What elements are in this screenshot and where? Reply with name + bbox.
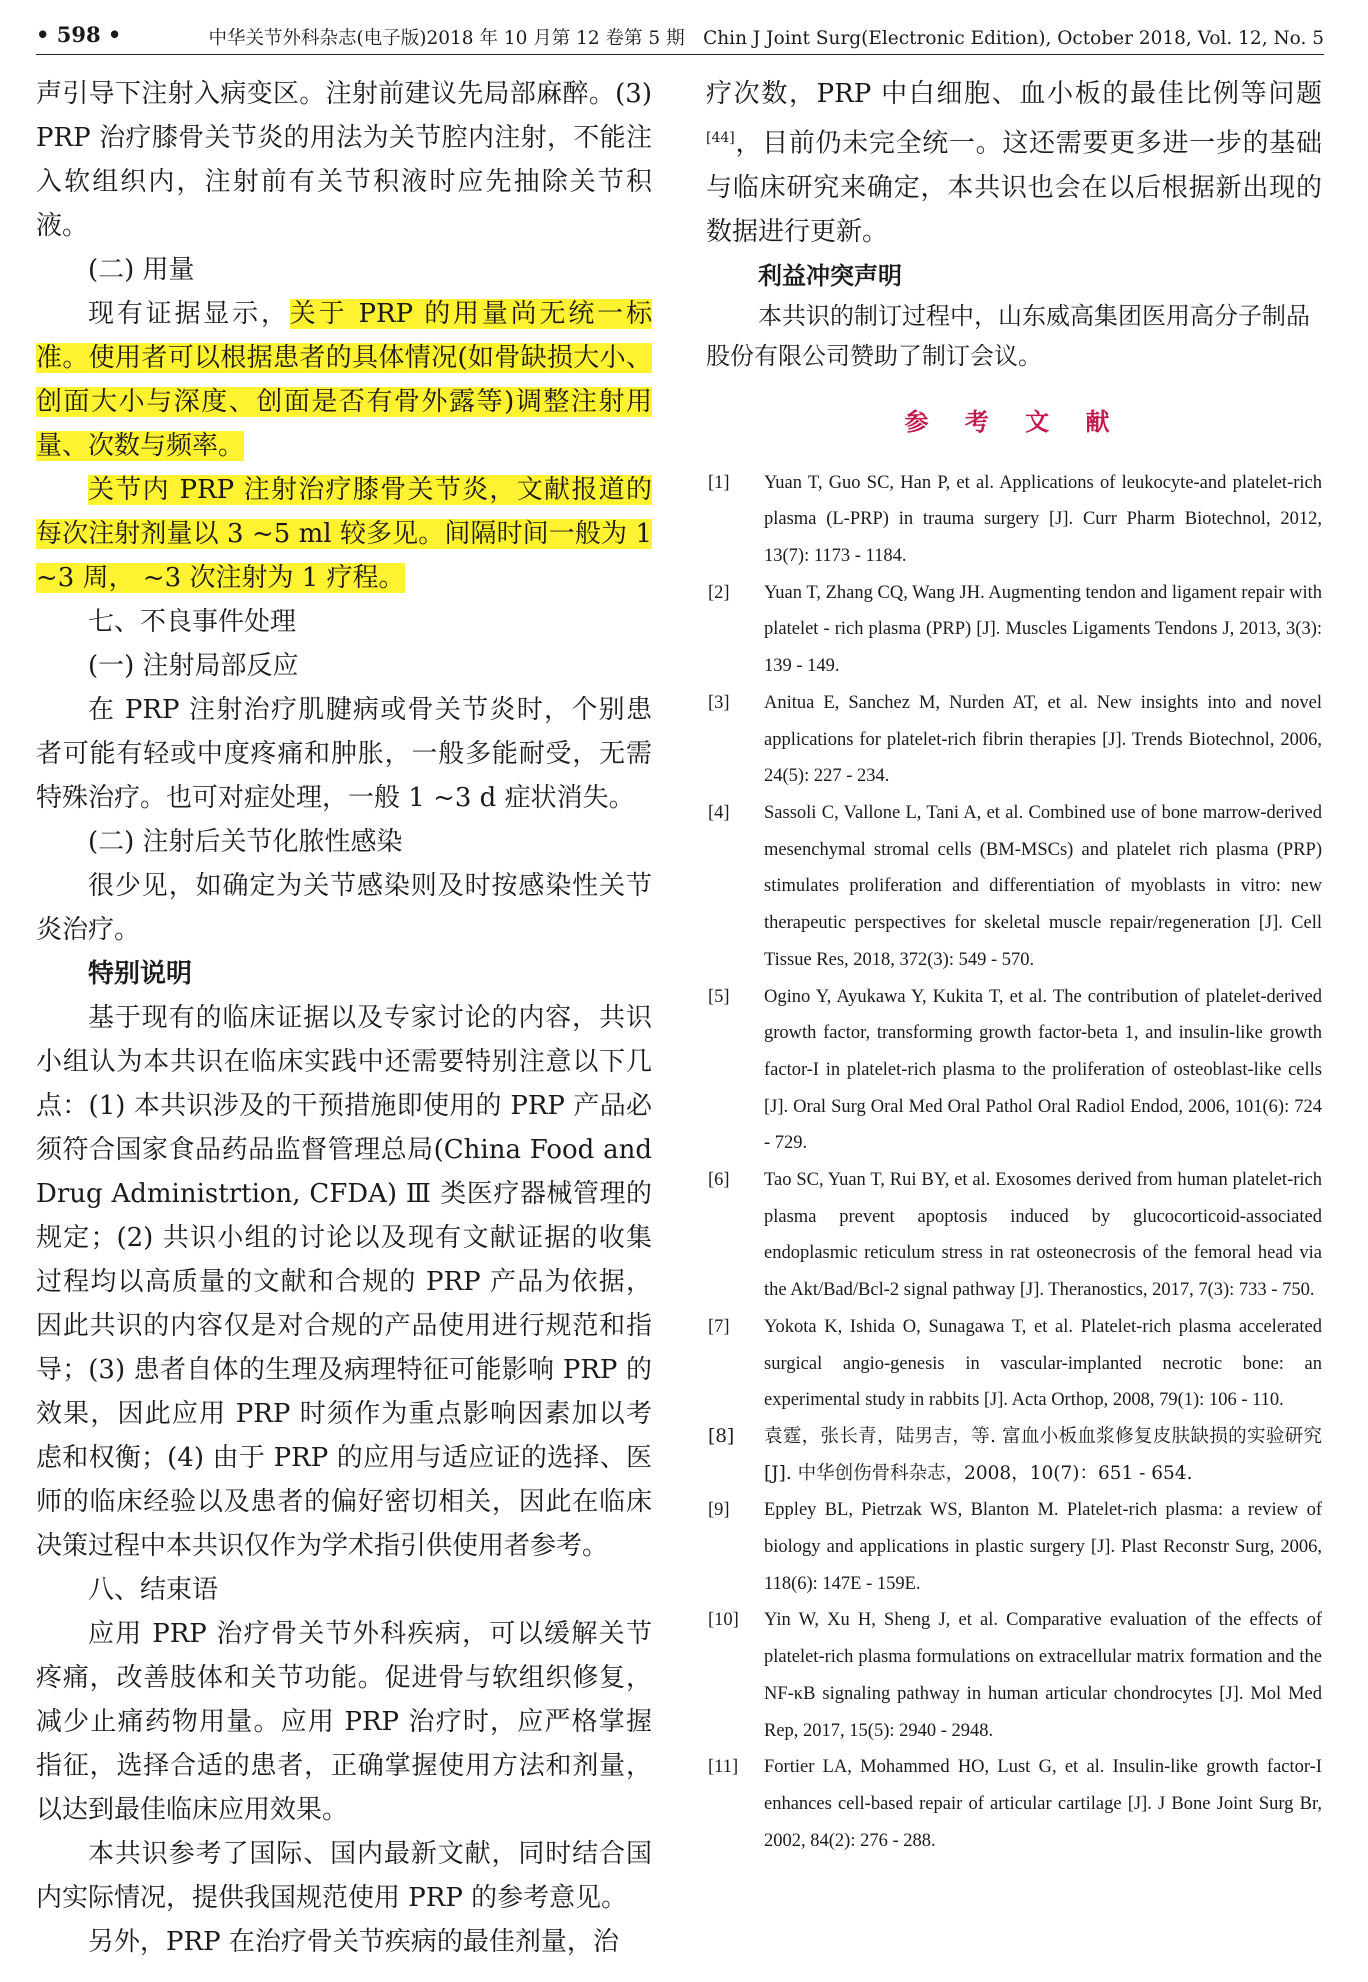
paragraph-text: 疗次数，PRP 中白细胞、血小板的最佳比例等问题 xyxy=(706,79,1322,109)
reference-number: [2] xyxy=(708,582,730,603)
paragraph: 声引导下注射入病变区。注射前建议先局部麻醉。(3) PRP 治疗膝骨关节炎的用法为关节腔内注射，不能注入软组织内，注射前有关节积液时应先抽除关节积液。 xyxy=(36,79,652,241)
journal-citation: 中华关节外科杂志(电子版)2018 年 10 月第 12 卷第 5 期 Chin J Joint Surg(Electronic Edition), October 2018, Vol. 12, No. 5 xyxy=(208,28,1324,49)
subheading-dose: (二) 用量 xyxy=(88,255,195,285)
reference-number: [4] xyxy=(708,802,730,823)
reference-text: Yuan T, Zhang CQ, Wang JH. Augmenting tendon and ligament repair with platelet - rich plasma (PRP) [J]. Muscles Ligaments Tendons J, 2013, 3(3): 139 - 149. xyxy=(764,582,1322,677)
reference-item xyxy=(706,465,1322,575)
highlighted-text: 关节内 PRP 注射治疗膝骨关节炎，文献报道的每次注射剂量以 3 ~5 ml 较多见。间隔时间一般为 1 ~3 周， ~3 次注射为 1 疗程。 xyxy=(36,475,652,593)
reference-item xyxy=(706,575,1322,685)
paragraph: 基于现有的临床证据以及专家讨论的内容，共识小组认为本共识在临床实践中还需要特别注意以下几点：(1) 本共识涉及的干预措施即使用的 PRP 产品必须符合国家食品药品监督管理总局(China Food and Drug Administrtion, CFDA) Ⅲ 类医疗器械管理的规定；(2) 共识小组的讨论以及现有文献证据的收集过程均以高质量的文献和合规的 PRP 产品为依据，因此共识的内容仅是对合规的产品使用进行规范和指导；(3) 患者自体的生理及病理特征可能影响 PRP 的效果，因此应用 PRP 时须作为重点影响因素加以考虑和权衡；(4) 由于 PRP 的应用与适应证的选择、医师的临床经验以及患者的偏好密切相关，因此在临床决策过程中本共识仅作为学术指引供使用者参考。 xyxy=(36,1003,652,1561)
paragraph: 应用 PRP 治疗骨关节外科疾病，可以缓解关节疼痛，改善肢体和关节功能。促进骨与软组织修复，减少止痛药物用量。应用 PRP 治疗时，应严格掌握指征，选择合适的患者，正确掌握使用方法和剂量，以达到最佳临床应用效果。 xyxy=(36,1619,652,1825)
section-heading-adverse-events: 七、不良事件处理 xyxy=(88,607,297,637)
right-column xyxy=(706,72,1322,1859)
reference-text: Fortier LA, Mohammed HO, Lust G, et al. Insulin-like growth factor-I enhances cell-based repair of articular cartilage [J]. J Bone Joint Surg Br, 2002, 84(2): 276 - 288. xyxy=(764,1757,1322,1851)
reference-text: Yokota K, Ishida O, Sunagawa T, et al. Platelet-rich plasma accelerated surgical angio-genesis in vascular-implanted necrotic bone: an experimental study in rabbits [J]. Acta Orthop, 2008, 79(1): 106 - 110. xyxy=(764,1316,1322,1411)
reference-item xyxy=(706,1162,1322,1309)
section-heading-special-notes: 特别说明 xyxy=(88,959,193,989)
left-column xyxy=(36,72,652,1964)
reference-text: Eppley BL, Pietrzak WS, Blanton M. Platelet-rich plasma: a review of biology and applications in plastic surgery [J]. Plast Reconstr Surg, 2006, 118(6): 147E - 159E. xyxy=(764,1500,1322,1594)
references-title: 参 考 文 献 xyxy=(904,406,1124,436)
conflict-of-interest-title: 利益冲突声明 xyxy=(758,260,902,290)
citation-superscript: [44] xyxy=(706,130,735,146)
subheading-infection: (二) 注射后关节化脓性感染 xyxy=(88,827,403,857)
reference-text: Yin W, Xu H, Sheng J, et al. Comparative evaluation of the effects of platelet-rich plasma formulations on extracellular matrix formation and the NF-κB signaling pathway in human articular chondrocytes [J]. Mol Med Rep, 2017, 15(5): 2940 - 2948. xyxy=(764,1610,1322,1741)
reference-number: [8] xyxy=(708,1425,735,1447)
reference-text: 袁霆，张长青，陆男吉，等. 富血小板血浆修复皮肤缺损的实验研究 [J]. 中华创伤骨科杂志，2008，10(7)：651 - 654. xyxy=(764,1425,1322,1484)
reference-text: Anitua E, Sanchez M, Nurden AT, et al. New insights into and novel applications for platelet-rich fibrin therapies [J]. Trends Biotechnol, 2006, 24(5): 227 - 234. xyxy=(764,692,1322,787)
section-heading-conclusion: 八、结束语 xyxy=(88,1575,219,1605)
paragraph: 另外，PRP 在治疗骨关节疾病的最佳剂量，治 xyxy=(88,1927,619,1957)
reference-number: [6] xyxy=(708,1170,730,1191)
paragraph: 很少见，如确定为关节感染则及时按感染性关节炎治疗。 xyxy=(36,871,652,945)
reference-text: Ogino Y, Ayukawa Y, Kukita T, et al. The contribution of platelet-derived growth factor, transforming growth factor-beta 1, and insulin-like growth factor-I in platelet-rich plasma to the proliferation of osteoblast-like cells [J]. Oral Surg Oral Med Oral Pathol Oral Radiol Endod, 2006, 101(6): 724 - 729. xyxy=(764,986,1322,1154)
reference-number: [3] xyxy=(708,692,730,713)
paragraph-text: ，目前仍未完全统一。这还需要更多进一步的基础与临床研究来确定，本共识也会在以后根据新出现的数据进行更新。 xyxy=(706,128,1322,247)
reference-item xyxy=(706,1492,1322,1602)
reference-item xyxy=(706,1419,1322,1492)
conflict-of-interest-text: 本共识的制订过程中，山东威高集团医用高分子制品股份有限公司赞助了制订会议。 xyxy=(706,301,1310,370)
reference-text: Sassoli C, Vallone L, Tani A, et al. Combined use of bone marrow-derived mesenchymal stromal cells (BM-MSCs) and platelet rich plasma (PRP) stimulates proliferation and differentiation of myoblasts in vitro: new therapeutic perspectives for skeletal muscle repair/regeneration [J]. Cell Tissue Res, 2018, 372(3): 549 - 570. xyxy=(764,802,1322,970)
paragraph-dose-knee xyxy=(36,468,652,600)
paragraph xyxy=(706,72,1322,254)
reference-list xyxy=(706,465,1322,1860)
reference-item xyxy=(706,795,1322,979)
subheading-local-reaction: (一) 注射局部反应 xyxy=(88,651,299,681)
reference-number: [11] xyxy=(708,1757,739,1778)
reference-item xyxy=(706,1309,1322,1419)
paragraph: 在 PRP 注射治疗肌腱病或骨关节炎时，个别患者可能有轻或中度疼痛和肿胀，一般多能耐受，无需特殊治疗。也可对症处理，一般 1 ~3 d 症状消失。 xyxy=(36,695,652,813)
reference-item xyxy=(706,1602,1322,1749)
reference-text: Yuan T, Guo SC, Han P, et al. Applications of leukocyte-and platelet-rich plasma (L-PRP) in trauma surgery [J]. Curr Pharm Biotechnol, 2012, 13(7): 1173 - 1184. xyxy=(764,472,1322,567)
reference-text: Tao SC, Yuan T, Rui BY, et al. Exosomes derived from human platelet-rich plasma prevent apoptosis induced by glucocorticoid-associated endoplasmic reticulum stress in rat osteonecrosis of the femoral head via the Akt/Bad/Bcl-2 signal pathway [J]. Theranostics, 2017, 7(3): 733 - 750. xyxy=(764,1170,1322,1301)
highlighted-text: 关于 PRP 的用量尚无统一标准。使用者可以根据患者的具体情况(如骨缺损大小、创面大小与深度、创面是否有骨外露等)调整注射用量、次数与频率。 xyxy=(36,299,652,461)
reference-number: [7] xyxy=(708,1316,730,1337)
reference-number: [10] xyxy=(708,1610,739,1631)
reference-number: [5] xyxy=(708,986,730,1007)
paragraph: 本共识参考了国际、国内最新文献，同时结合国内实际情况，提供我国规范使用 PRP 的参考意见。 xyxy=(36,1839,652,1913)
page-number: • 598 • xyxy=(36,22,122,47)
reference-number: [1] xyxy=(708,472,730,493)
reference-item xyxy=(706,1749,1322,1859)
reference-number: [9] xyxy=(708,1500,730,1521)
paragraph-dose xyxy=(36,292,652,468)
reference-item xyxy=(706,979,1322,1163)
reference-item xyxy=(706,685,1322,795)
paragraph-text: 现有证据显示， xyxy=(88,299,290,329)
running-header xyxy=(36,18,1324,55)
